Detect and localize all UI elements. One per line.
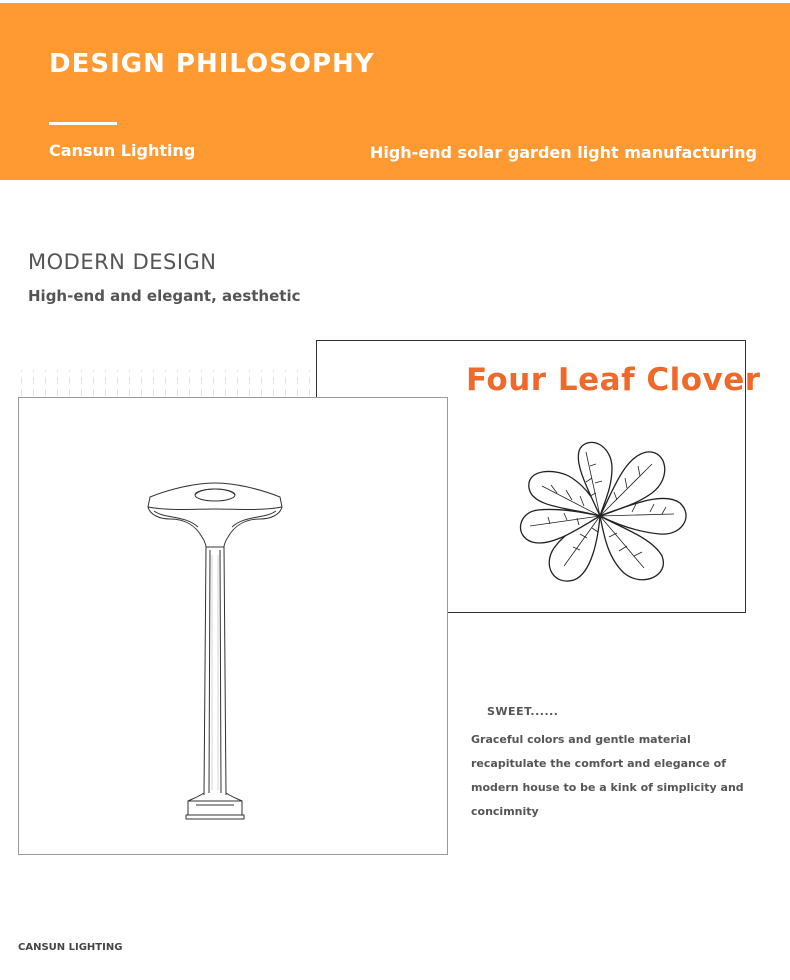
section-title: MODERN DESIGN xyxy=(28,250,217,274)
banner-title: DESIGN PHILOSOPHY xyxy=(49,49,375,79)
clover-title: Four Leaf Clover xyxy=(466,362,761,398)
brand-name: Cansun Lighting xyxy=(49,141,196,160)
header-banner xyxy=(0,3,790,180)
banner-divider xyxy=(49,122,117,125)
clover-sketch-icon xyxy=(512,438,697,588)
footer-brand: CANSUN LIGHTING xyxy=(18,942,123,953)
garden-lamp-sketch-icon xyxy=(140,475,290,825)
section-subtitle: High-end and elegant, aesthetic xyxy=(28,287,301,305)
description-heading: SWEET...... xyxy=(487,705,559,718)
description-body: Graceful colors and gentle material recapitulate the comfort and elegance of modern house to be a kink of simplicity and concimnity xyxy=(471,733,744,818)
banner-tagline: High-end solar garden light manufacturing xyxy=(369,143,757,162)
